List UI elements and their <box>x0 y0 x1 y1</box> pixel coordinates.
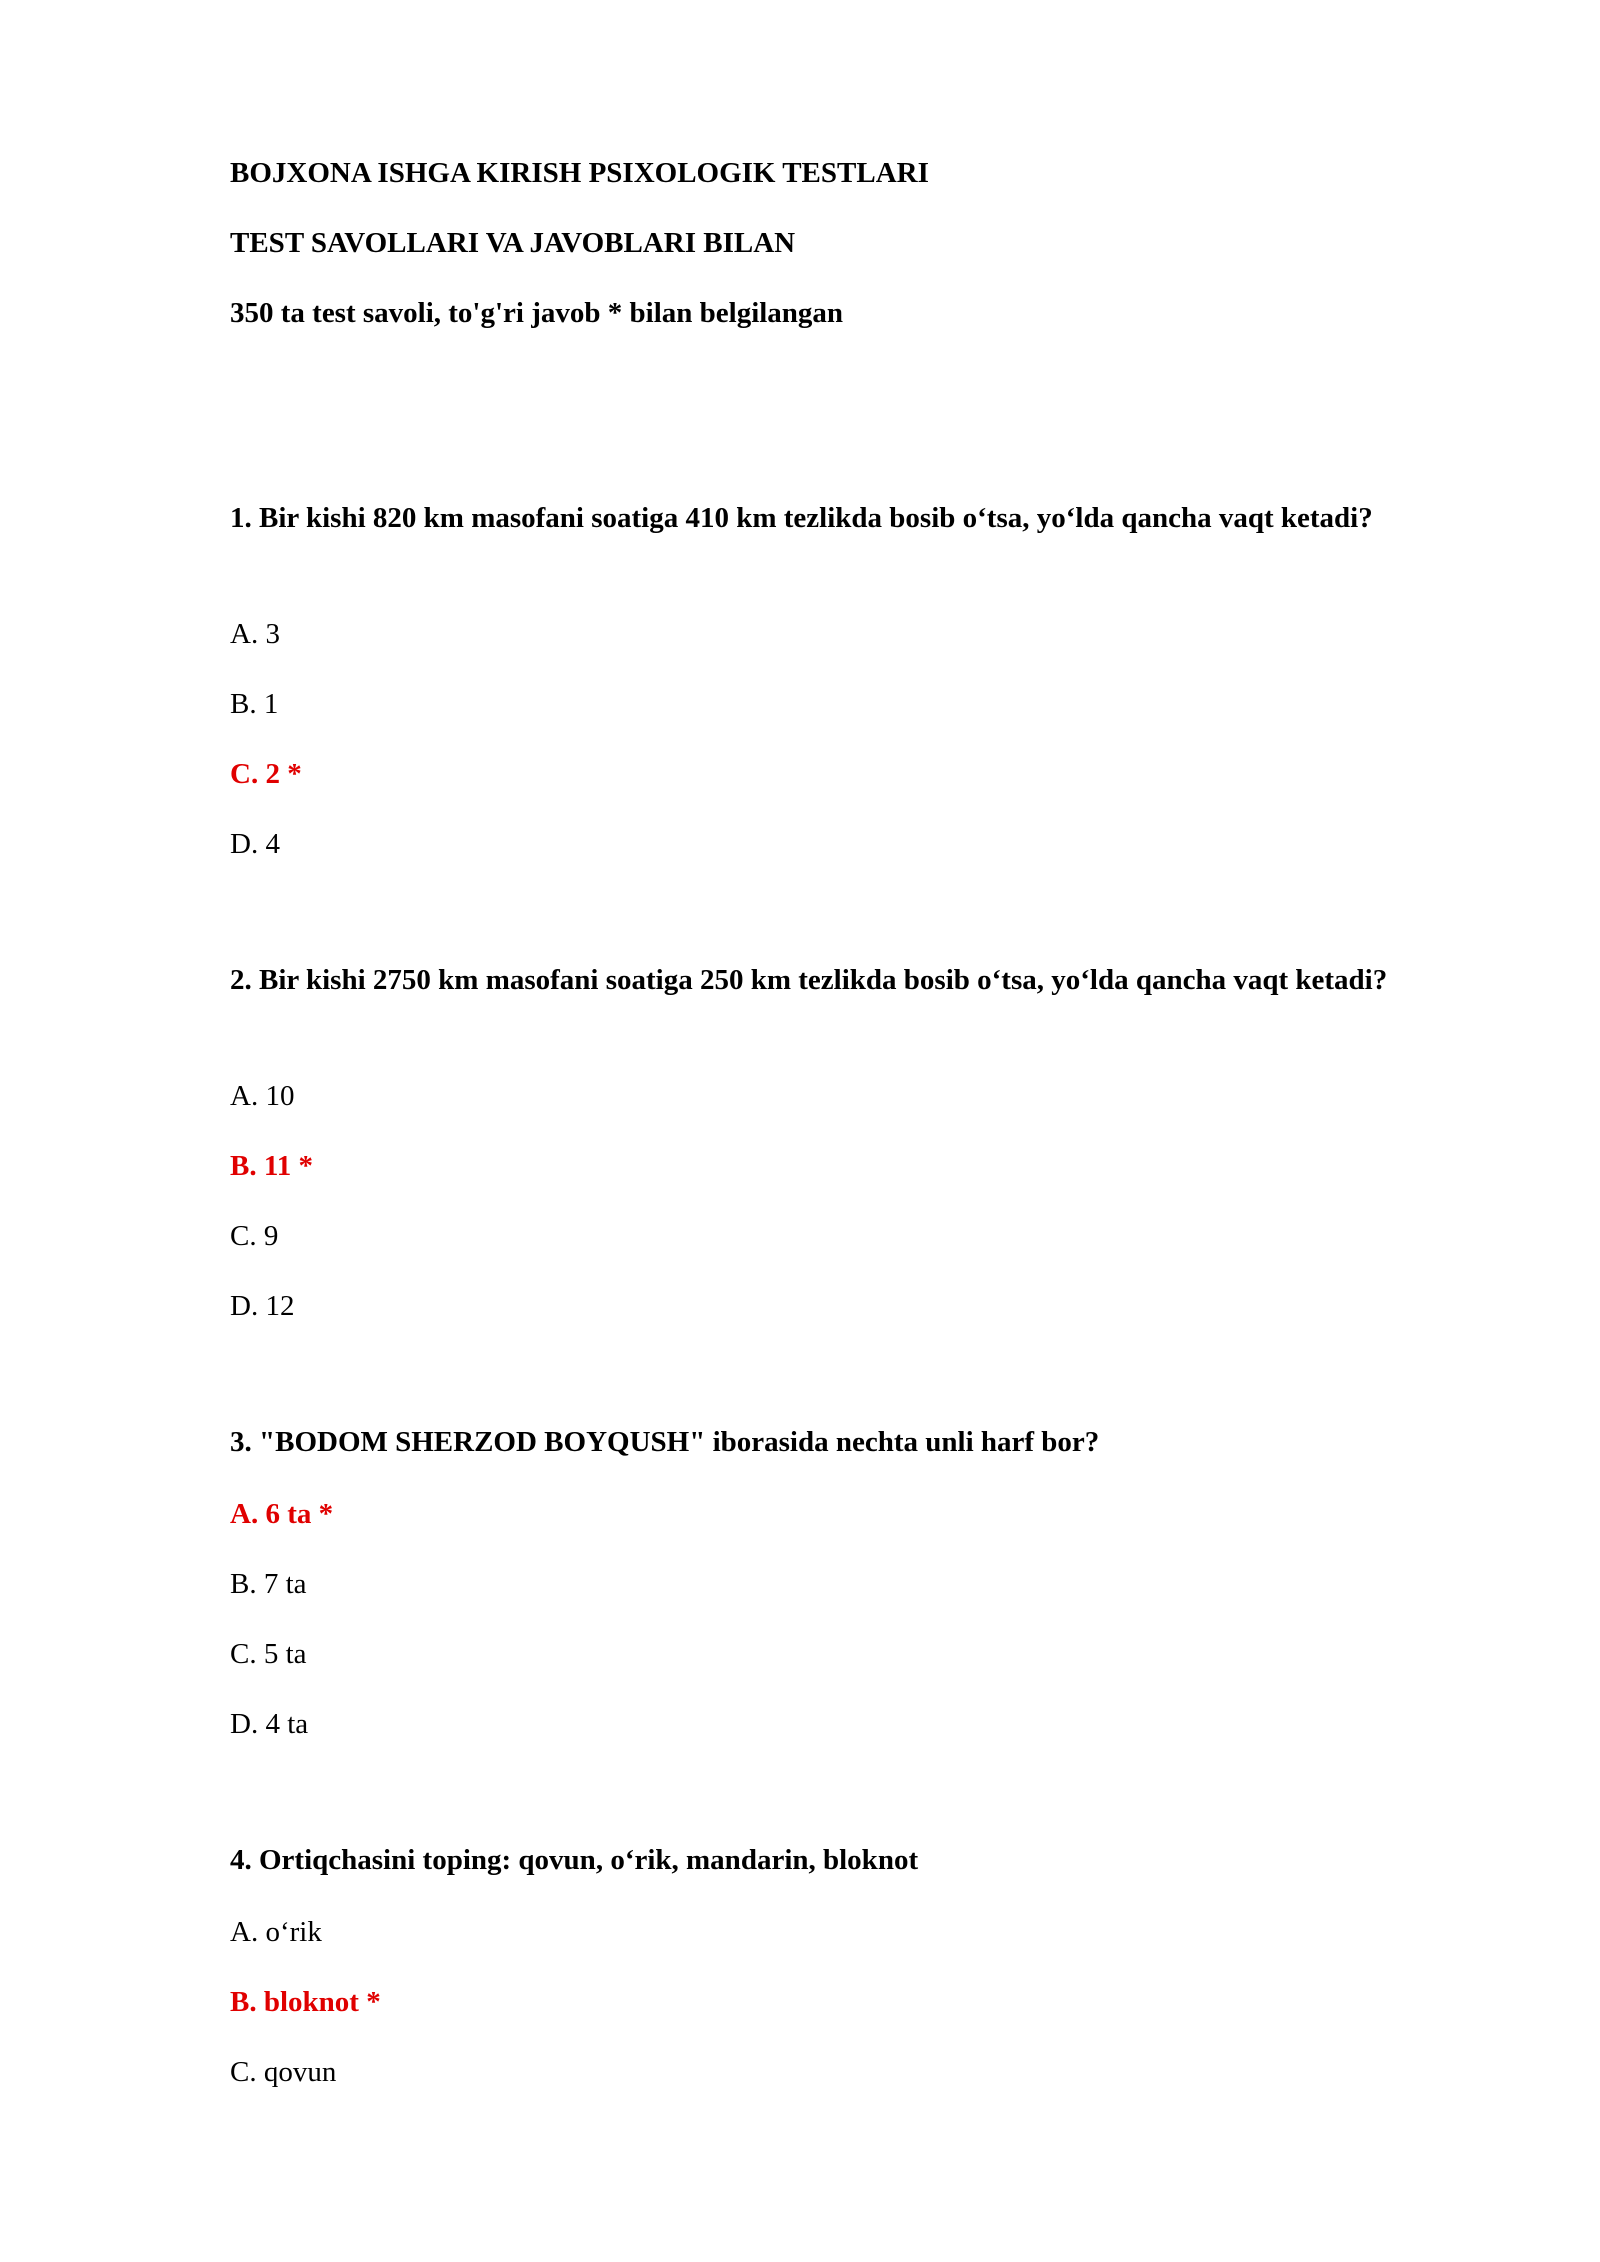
question-text: 2. Bir kishi 2750 km masofani soatiga 250 km tezlikda bosib o‘tsa, yo‘lda qancha vaqt ketadi? <box>230 964 1388 996</box>
document-title: BOJXONA ISHGA KIRISH PSIXOLOGIK TESTLARI <box>230 157 929 189</box>
answer-option <box>230 2054 1430 2090</box>
answer-option <box>230 1078 1430 1114</box>
answer-option-correct <box>230 1984 1430 2020</box>
question-1 <box>230 497 1430 539</box>
answer-option <box>230 686 1430 722</box>
answer-option <box>230 826 1430 862</box>
option-label: C. qovun <box>230 2056 337 2088</box>
question-2 <box>230 959 1430 1001</box>
question-text: 3. "BODOM SHERZOD BOYQUSH" iborasida nechta unli harf bor? <box>230 1426 1100 1458</box>
answer-option <box>230 1636 1430 1672</box>
answer-option <box>230 1218 1430 1254</box>
answer-option <box>230 1914 1430 1950</box>
document-note: 350 ta test savoli, to'g'ri javob * bilan belgilangan <box>230 297 844 329</box>
option-label: A. o‘rik <box>230 1916 322 1948</box>
question-4 <box>230 1839 1430 1881</box>
option-label: A. 10 <box>230 1080 295 1112</box>
option-label: B. 7 ta <box>230 1568 307 1600</box>
option-label: A. 6 ta * <box>230 1498 334 1530</box>
answer-option <box>230 616 1430 652</box>
question-text: 4. Ortiqchasini toping: qovun, o‘rik, mandarin, bloknot <box>230 1844 919 1876</box>
answer-option <box>230 1288 1430 1324</box>
answer-option-correct <box>230 1148 1430 1184</box>
option-label: D. 12 <box>230 1290 295 1322</box>
option-label: C. 5 ta <box>230 1638 307 1670</box>
answer-option-correct <box>230 1496 1430 1532</box>
option-label: A. 3 <box>230 618 280 650</box>
question-3 <box>230 1421 1430 1463</box>
option-label: C. 9 <box>230 1220 279 1252</box>
question-text: 1. Bir kishi 820 km masofani soatiga 410 km tezlikda bosib o‘tsa, yo‘lda qancha vaqt ketadi? <box>230 502 1373 534</box>
answer-option-correct <box>230 756 1430 792</box>
answer-option <box>230 1706 1430 1742</box>
document-subtitle: TEST SAVOLLARI VA JAVOBLARI BILAN <box>230 227 796 259</box>
option-label: B. 11 * <box>230 1150 313 1182</box>
option-label: D. 4 <box>230 828 280 860</box>
option-label: B. 1 <box>230 688 279 720</box>
answer-option <box>230 1566 1430 1602</box>
option-label: D. 4 ta <box>230 1708 309 1740</box>
option-label: C. 2 * <box>230 758 302 790</box>
option-label: B. bloknot * <box>230 1986 381 2018</box>
